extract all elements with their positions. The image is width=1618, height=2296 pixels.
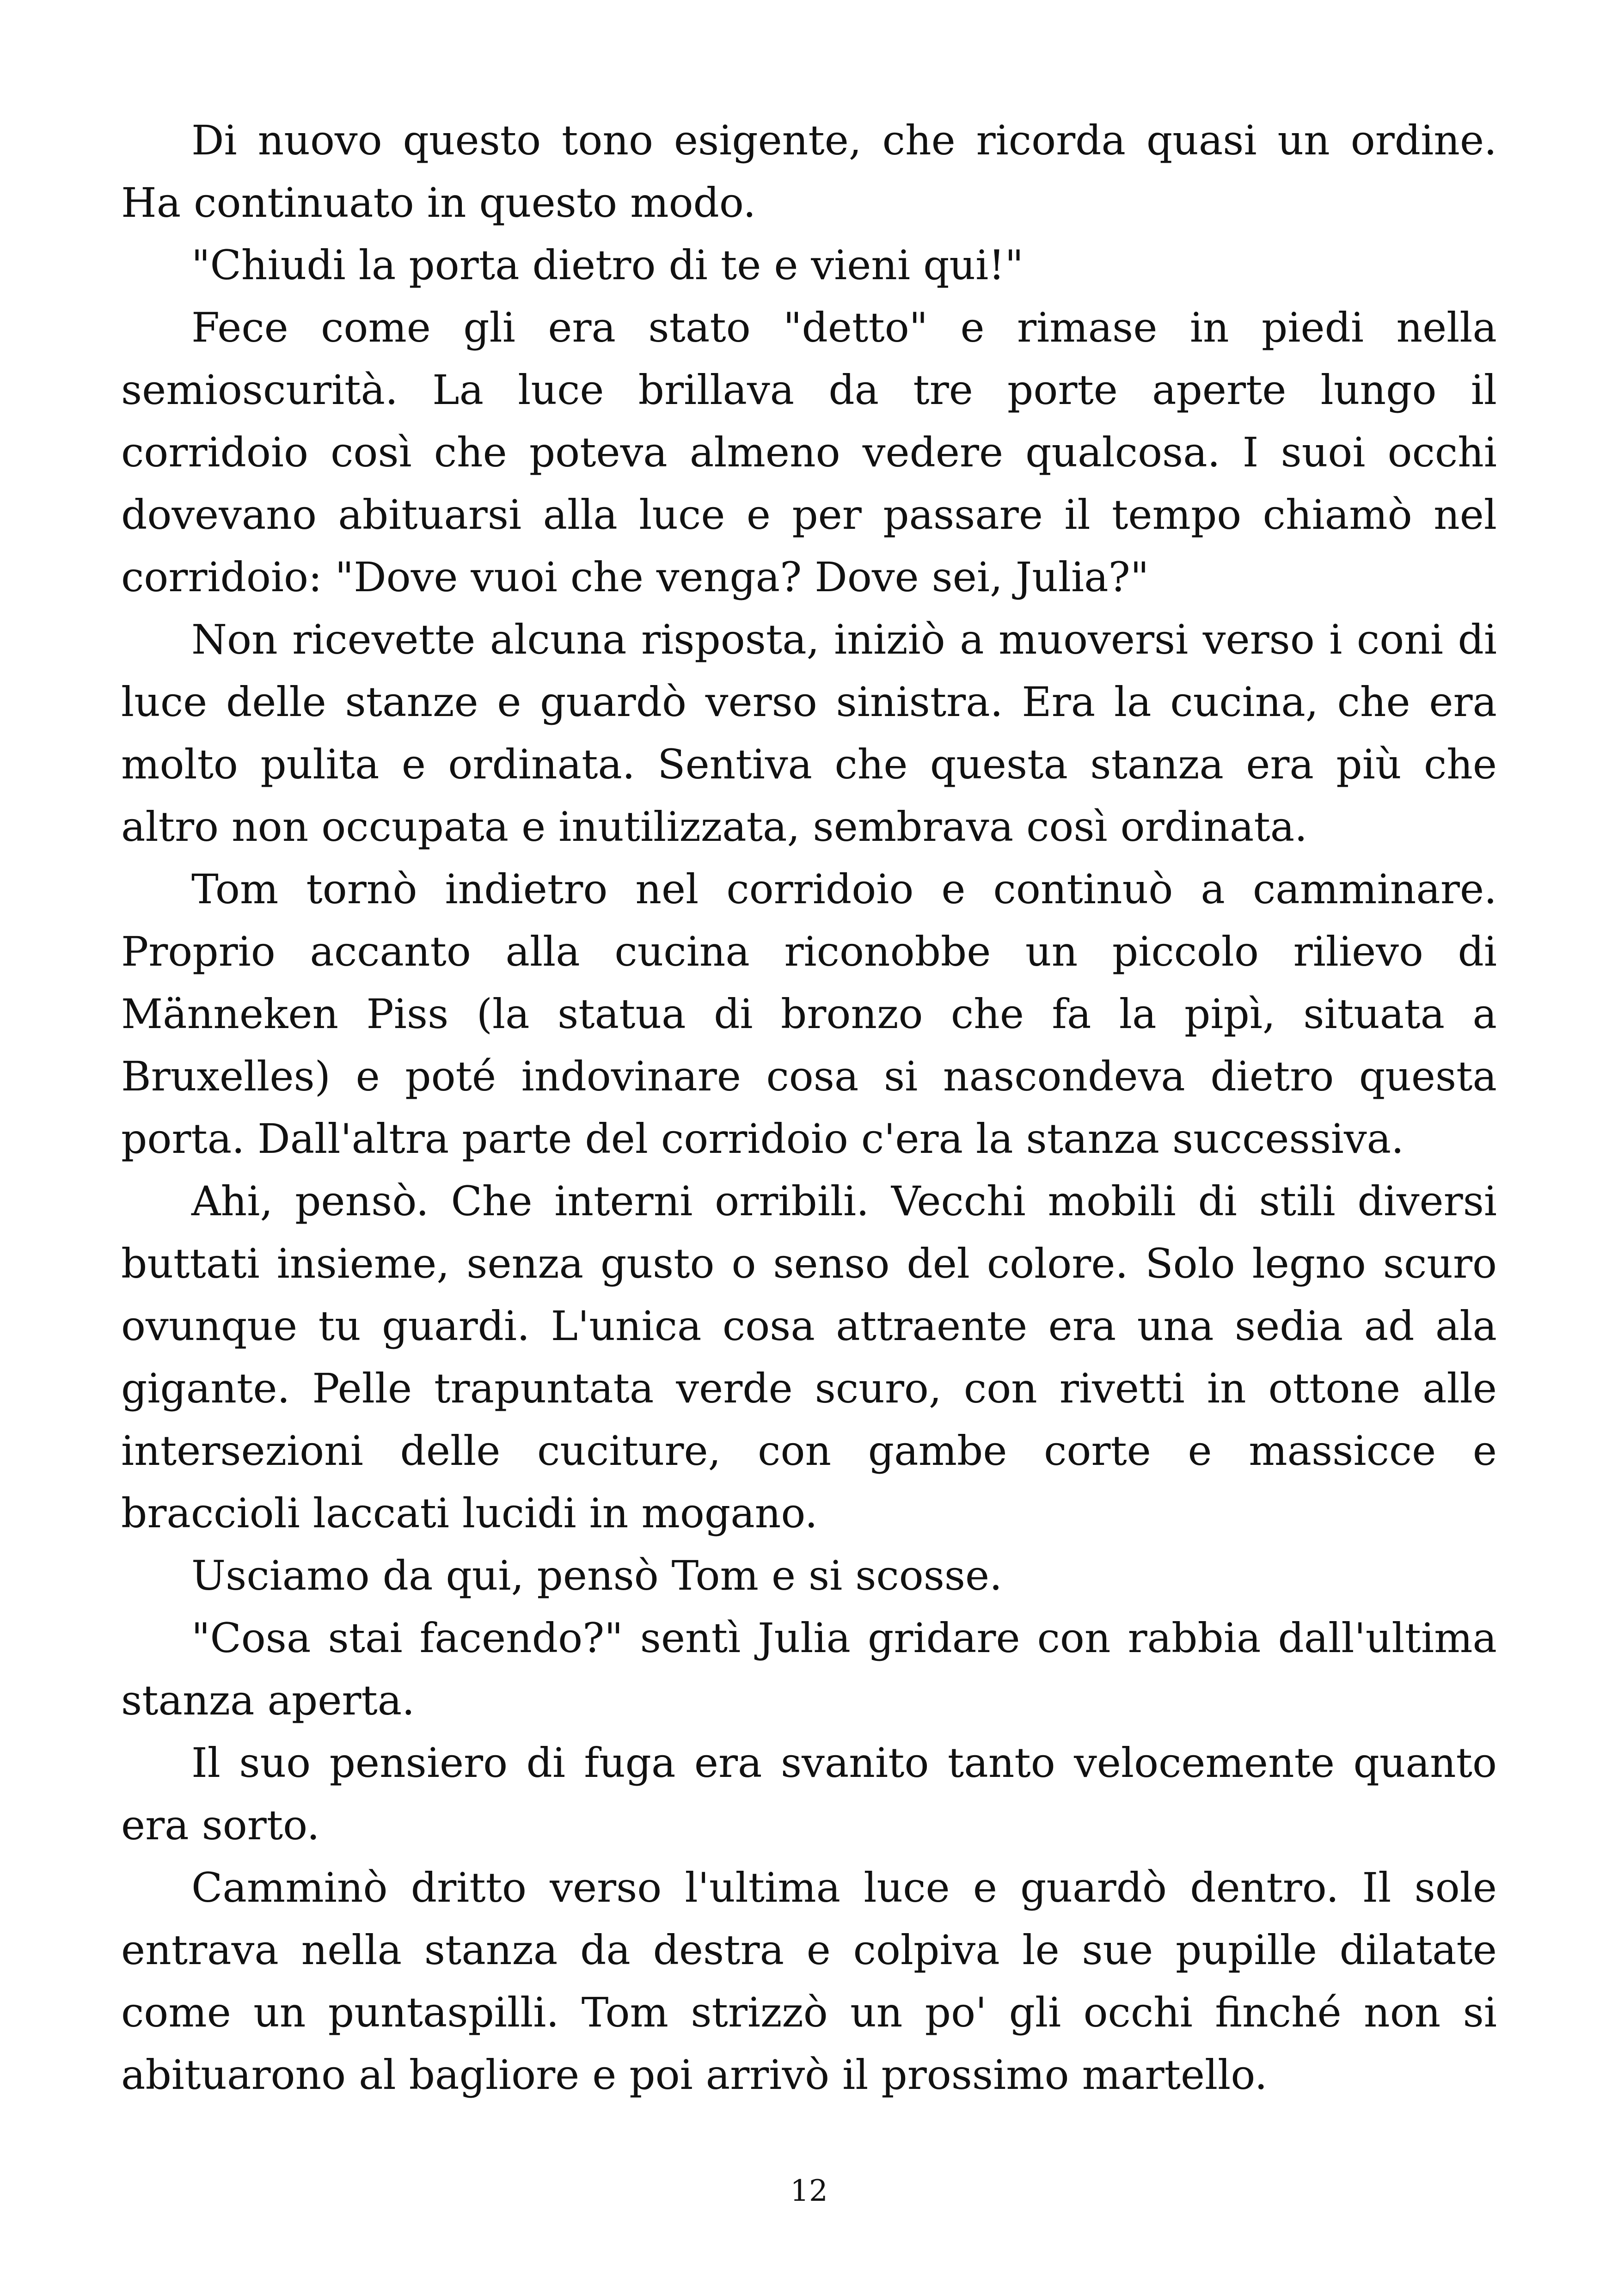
paragraph-7: Usciamo da qui, pensò Tom e si scosse. [191,1552,1003,1599]
paragraph-10: Camminò dritto verso l'ultima luce e guardò dentro. Il sole entrava nella stanza da destra e colpiva le sue pupille dilatate come un puntaspilli. Tom strizzò un po' gli occhi finché non si abituarono al bagliore e poi arrivò il prossimo martello. [121,1864,1497,2099]
body-text [121,109,1497,2106]
paragraph-9: Il suo pensiero di fuga era svanito tanto velocemente quanto era sorto. [121,1739,1497,1849]
page-number: 12 [790,2174,828,2208]
paragraph-4: Non ricevette alcuna risposta, iniziò a muoversi verso i coni di luce delle stanze e guardò verso sinistra. Era la cucina, che era molto pulita e ordinata. Sentiva che questa stanza era più che altro non occupata e inutilizzata, sembrava così ordinata. [121,616,1497,851]
paragraph-1: Di nuovo questo tono esigente, che ricorda quasi un ordine. Ha continuato in questo modo. [121,116,1497,227]
paragraph-3: Fece come gli era stato "detto" e rimase in piedi nella semioscurità. La luce brillava da tre porte aperte lungo il corridoio così che poteva almeno vedere qualcosa. I suoi occhi dovevano abituarsi alla luce e per passare il tempo chiamò nel corridoio: "Dove vuoi che venga? Dove sei, Julia?" [121,304,1497,601]
paragraph-8: "Cosa stai facendo?" sentì Julia gridare con rabbia dall'ultima stanza aperta. [121,1614,1497,1724]
paragraph-6: Ahi, pensò. Che interni orribili. Vecchi mobili di stili diversi buttati insieme, senza gusto o senso del colore. Solo legno scuro ovunque tu guardi. L'unica cosa attraente era una sedia ad ala gigante. Pelle trapuntata verde scuro, con rivetti in ottone alle intersezioni delle cuciture, con gambe corte e massicce e braccioli laccati lucidi in mogano. [121,1177,1497,1537]
paragraph-5: Tom tornò indietro nel corridoio e continuò a camminare. Proprio accanto alla cucina riconobbe un piccolo rilievo di Männeken Piss (la statua di bronzo che fa la pipì, situata a Bruxelles) e poté indovinare cosa si nascondeva dietro questa porta. Dall'altra parte del corridoio c'era la stanza successiva. [121,865,1497,1163]
paragraph-2: "Chiudi la porta dietro di te e vieni qui!" [191,241,1024,289]
